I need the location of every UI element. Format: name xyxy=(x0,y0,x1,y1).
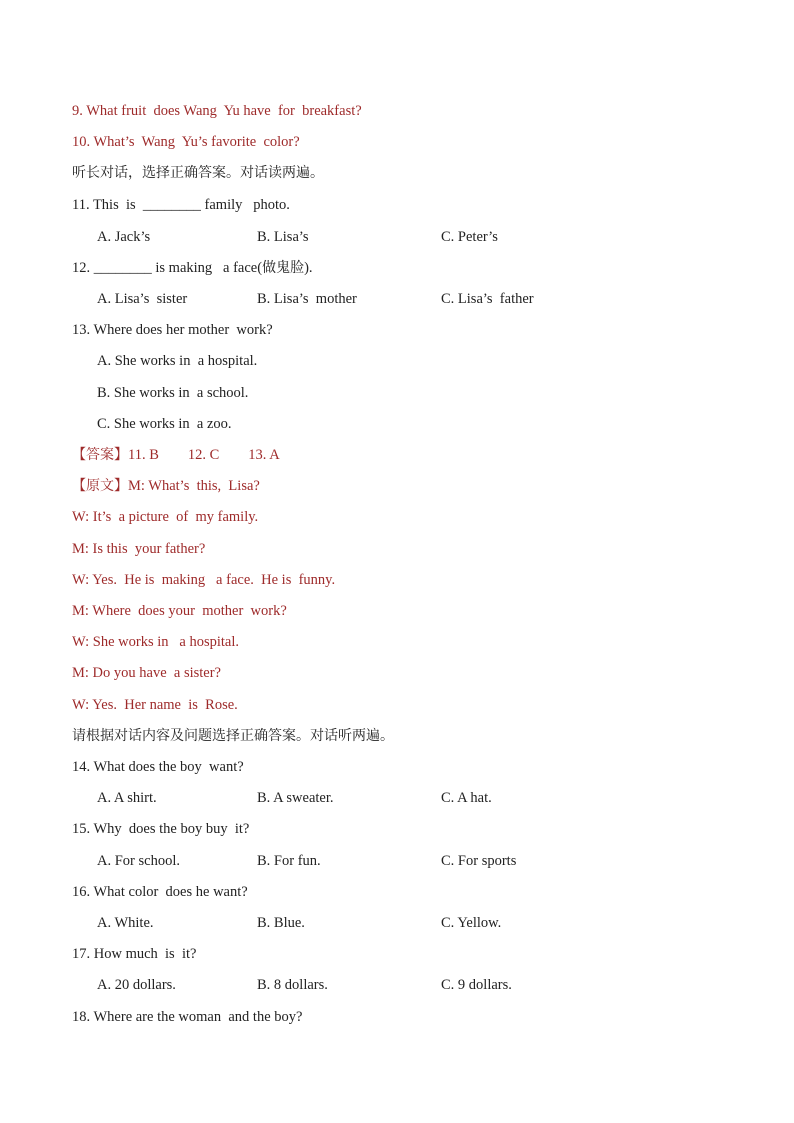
q13-option-b: B. She works in a school. xyxy=(97,385,249,401)
script-first-line xyxy=(72,477,260,495)
q15-option-b: B. For fun. xyxy=(257,853,321,869)
script-line: W: It’s a picture of my family. xyxy=(72,509,259,525)
q17-option-b: B. 8 dollars. xyxy=(257,977,328,993)
q12-chinese: 做鬼脸 xyxy=(262,260,305,276)
question-10: 10. What’s Wang Yu’s favorite color? xyxy=(72,134,300,150)
question-14: 14. What does the boy want? xyxy=(72,759,244,775)
q14-option-c: C. A hat. xyxy=(441,790,492,806)
question-18: 18. Where are the woman and the boy? xyxy=(72,1009,303,1025)
script-line: W: Yes. He is making a face. He is funny. xyxy=(72,572,336,588)
script-line: W: She works in a hospital. xyxy=(72,634,239,650)
q15-option-a: A. For school. xyxy=(97,853,180,869)
question-15: 15. Why does the boy buy it? xyxy=(72,821,250,837)
question-16: 16. What color does he want? xyxy=(72,884,248,900)
q17-option-a: A. 20 dollars. xyxy=(97,977,176,993)
script-line: M: Is this your father? xyxy=(72,541,206,557)
answer-text: 11. B 12. C 13. A xyxy=(128,447,280,463)
script-label: 【原文】 xyxy=(72,478,128,494)
question-9: 9. What fruit does Wang Yu have for breakfast? xyxy=(72,103,362,119)
question-11: 11. This is ________ family photo. xyxy=(72,197,290,213)
q16-option-a: A. White. xyxy=(97,915,154,931)
q15-option-c: C. For sports xyxy=(441,853,517,869)
q16-option-b: B. Blue. xyxy=(257,915,305,931)
q16-option-c: C. Yellow. xyxy=(441,915,502,931)
q12-text: 12. ________ is making a face( xyxy=(72,260,263,276)
q12-option-b: B. Lisa’s mother xyxy=(257,291,357,307)
q14-option-b: B. A sweater. xyxy=(257,790,334,806)
q13-option-a: A. She works in a hospital. xyxy=(97,353,258,369)
script-line: M: Do you have a sister? xyxy=(72,665,221,681)
q17-option-c: C. 9 dollars. xyxy=(441,977,512,993)
script-line: W: Yes. Her name is Rose. xyxy=(72,697,238,713)
question-12 xyxy=(72,259,313,277)
q12-end: ). xyxy=(304,260,313,276)
question-17: 17. How much is it? xyxy=(72,946,197,962)
answer-line xyxy=(72,446,280,464)
q11-option-b: B. Lisa’s xyxy=(257,229,309,245)
answer-label: 【答案】 xyxy=(72,447,128,463)
q14-option-a: A. A shirt. xyxy=(97,790,157,806)
question-13: 13. Where does her mother work? xyxy=(72,322,273,338)
script-line: M: Where does your mother work? xyxy=(72,603,287,619)
instruction-2: 请根据对话内容及问题选择正确答案。对话听两遍。 xyxy=(72,728,394,744)
q12-option-c: C. Lisa’s father xyxy=(441,291,534,307)
q11-option-c: C. Peter’s xyxy=(441,229,498,245)
script-first: M: What’s this, Lisa? xyxy=(128,478,260,494)
q11-option-a: A. Jack’s xyxy=(97,229,151,245)
q13-option-c: C. She works in a zoo. xyxy=(97,416,232,432)
q12-option-a: A. Lisa’s sister xyxy=(97,291,188,307)
instruction-1: 听长对话，选择正确答案。对话读两遍。 xyxy=(72,165,324,181)
